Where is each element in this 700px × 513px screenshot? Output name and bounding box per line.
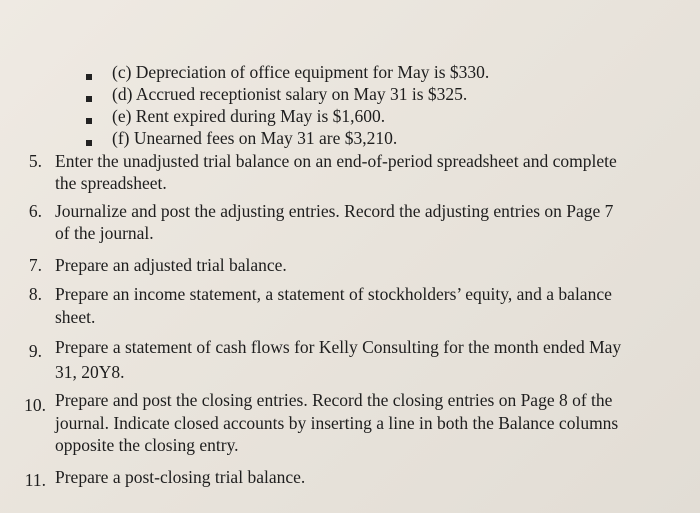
bullet-marker	[86, 140, 92, 146]
step-text-line: of the journal.	[55, 223, 154, 243]
step-text-line: Prepare and post the closing entries. Record the closing entries on Page 8 of the	[55, 390, 613, 410]
step-text-line: Enter the unadjusted trial balance on an end-of-period spreadsheet and complete	[55, 151, 617, 171]
step-number: 9.	[28, 341, 42, 361]
sub-item-c: (c) Depreciation of office equipment for May is $330.	[112, 62, 490, 82]
step-text-line: Prepare an income statement, a statement of stockholders’ equity, and a balance	[55, 284, 612, 304]
step-text-line: Journalize and post the adjusting entries. Record the adjusting entries on Page 7	[55, 201, 614, 221]
step-number: 6.	[28, 201, 42, 221]
step-text-line: opposite the closing entry.	[55, 435, 239, 455]
sub-item-e: (e) Rent expired during May is $1,600.	[112, 106, 386, 126]
step-text-line: 31, 20Y8.	[55, 362, 125, 382]
bullet-marker	[86, 74, 92, 80]
step-number: 11.	[24, 470, 46, 490]
step-text-line: sheet.	[55, 307, 96, 327]
step-text-line: Prepare a statement of cash flows for Kelly Consulting for the month ended May	[55, 337, 622, 357]
step-text-line: Prepare an adjusted trial balance.	[55, 255, 287, 275]
step-number: 5.	[28, 151, 42, 171]
sub-item-f: (f) Unearned fees on May 31 are $3,210.	[112, 128, 398, 148]
sub-item-d: (d) Accrued receptionist salary on May 31 is $325.	[112, 84, 468, 104]
step-number: 8.	[28, 284, 42, 304]
step-number: 10.	[24, 395, 46, 415]
bullet-marker	[86, 118, 92, 124]
bullet-marker	[86, 96, 92, 102]
step-text-line: Prepare a post-closing trial balance.	[55, 467, 306, 487]
step-number: 7.	[28, 255, 42, 275]
step-text-line: the spreadsheet.	[55, 173, 167, 193]
step-text-line: journal. Indicate closed accounts by inserting a line in both the Balance columns	[55, 413, 619, 433]
